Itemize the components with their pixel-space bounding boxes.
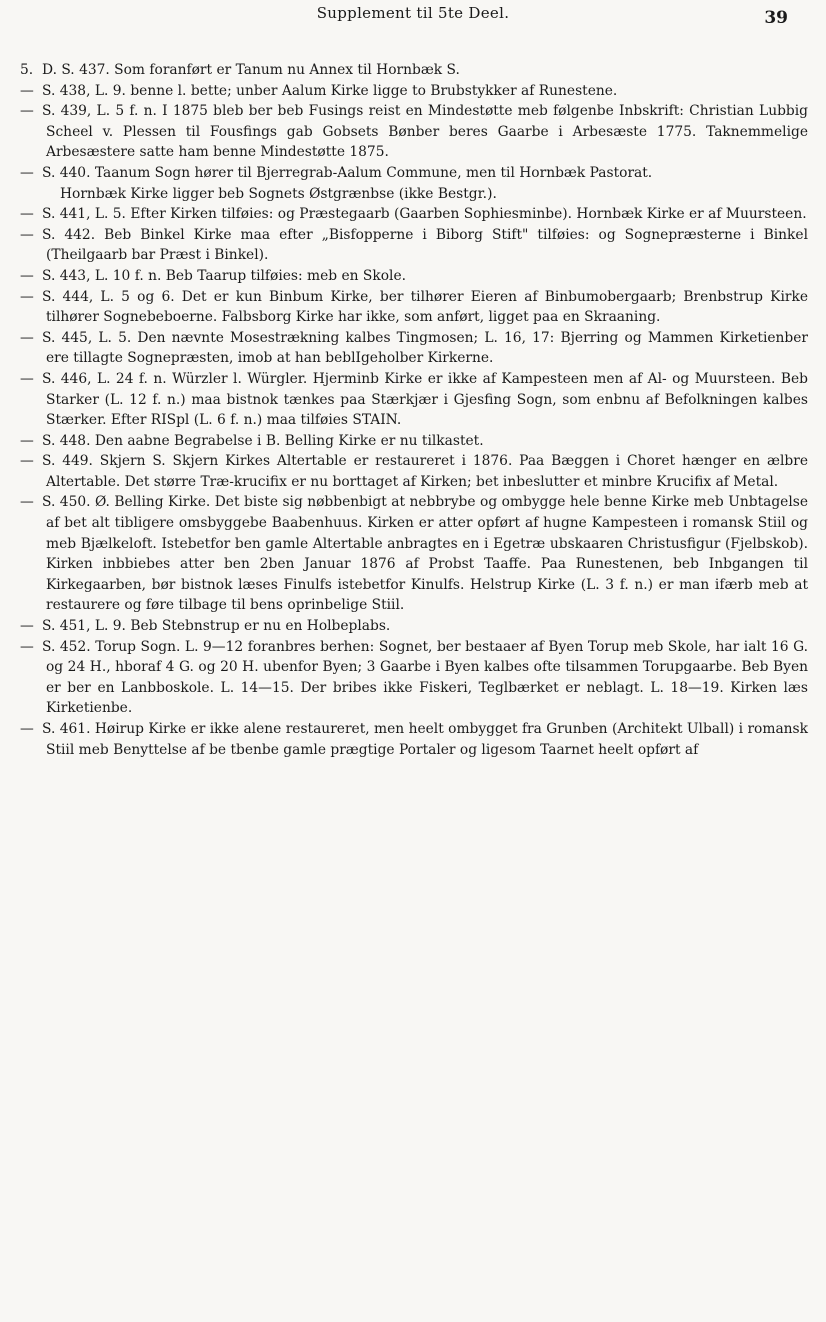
entry-marker: — (20, 494, 34, 511)
entry-text: S. 448. Den aabne Begrabelse i B. Belling Kirke er nu tilkastet. (42, 432, 484, 449)
entry-text: Hornbæk Kirke ligger beb Sognets Østgrænbse (ikke Bestgr.). (60, 185, 497, 202)
entry (20, 266, 808, 287)
entry-marker: — (20, 82, 34, 99)
entry-marker: — (20, 721, 34, 737)
entry-marker: — (20, 432, 34, 449)
entry-text: S. 446, L. 24 f. n. Würzler l. Würgler. Hjerminb Kirke er ikke af Kampesteen men af Al- og Muurstееn. Beb Starker (L. 12 f. n.) maa bistnok tænkes paa Stærkjær i Gjesfing Sogn, som enbnu af Befolkningen kalbes Stærker. Efter RISpl (L. 6 f. n.) maa tilføies STAIN. (42, 370, 808, 429)
entry-marker: — (20, 453, 34, 470)
entry (20, 328, 808, 369)
entry-text: S. 449. Skjern S. Skjern Kirkes Altertable er restaureret i 1876. Paa Bæggen i Choret hænger en ælbre Altertable. Det større Træ-krucifix er nu borttaget af Kirken; bet inbeslutter et minbre Krucifix af Metal. (42, 453, 808, 490)
entry (20, 163, 808, 184)
entry-marker: 5. (20, 62, 34, 78)
entry (20, 225, 808, 266)
page-body (20, 60, 808, 1312)
entry-text: S. 443, L. 10 f. n. Beb Taarup tilføies: meb en Skole. (42, 267, 407, 284)
entry (20, 184, 808, 205)
entry (20, 637, 808, 719)
entry (20, 204, 808, 225)
entry-marker: — (20, 618, 34, 635)
entry (20, 616, 808, 637)
entry-marker: — (20, 370, 34, 387)
entry-marker: — (20, 206, 34, 223)
entry-marker: — (20, 267, 34, 284)
entry-marker: — (20, 164, 34, 181)
entry (20, 492, 808, 616)
entry-marker: — (20, 103, 34, 120)
entry-text: D. S. 437. Som foranført er Tanum nu Annex til Hornbæk S. (42, 62, 460, 78)
entry-marker: — (20, 638, 34, 655)
entry (20, 451, 808, 492)
entry-marker: — (20, 329, 34, 346)
entry-text: S. 444, L. 5 og 6. Det er kun Binbum Kirke, ber tilhører Eieren af Binbumobergaarb; Brenbstrup Kirke tilhører Sognebeboerne. Falbsborg Kirke har ikke, som anført, ligget paa en Skraaning. (42, 288, 808, 326)
entry-text: S. 438, L. 9. benne l. bette; unber Aalum Kirke ligge to Brubstykker af Runestene. (42, 82, 618, 99)
entry-marker: — (20, 288, 34, 305)
page-number: 39 (764, 8, 788, 28)
entry-text: S. 442. Beb Binkel Kirke maa efter „Bisfopperne i Biborg Stift" tilføies: og Sognepræsterne i Binkel (Theilgaarb bar Præst i Binkel). (42, 226, 808, 264)
entry-marker: — (20, 226, 34, 243)
entry (20, 369, 808, 431)
entry-text: S. 439, L. 5 f. n. I 1875 bleb ber beb Fusings reist en Mindestøtte meb følgenbe Inbskrift: Christian Lubbig Scheel v. Plessen til Fousfings gab Gobsets Bønber beres Gaarbe i Arbesæste 1775. Taknemmelige Arbesæstere satte ham benne Mindestøtte 1875. (42, 103, 808, 161)
entry-text: S. 451, L. 9. Beb Stebnstrup er nu en Holbeplabs. (42, 618, 391, 635)
entry-text: S. 452. Torup Sogn. L. 9—12 foranbres berhen: Sognet, ber bestaaer af Byen Torup meb Skole, har ialt 16 G. og 24 H., hboraf 4 G. og 20 H. ubenfor Byen; 3 Gaarbe i Byen kalbes ofte tilsammen Torupgaarbe. Beb Byen er ber en Lanbboskole. L. 14—15. Der bribes ikke Fiskeri, Teglbærket er neblagt. L. 18—19. Kirken læs Kirketienbe. (42, 638, 808, 717)
entry (20, 287, 808, 328)
entry-text: S. 440. Taanum Sogn hører til Bjerregrab-Aalum Commune, men til Hornbæk Pastorat. (42, 164, 653, 181)
running-header: Supplement til 5te Deel. (316, 4, 510, 22)
entry (20, 60, 808, 81)
entry (20, 431, 808, 452)
entry (20, 101, 808, 163)
entry-text: S. 450. Ø. Belling Kirke. Det biste sig nøbbenbigt at nebbrybe og ombygge hele benne Kirke meb Unbtagelse af bet alt tibligere omsbyggebe Baabenhuus. Kirken er atter opført af hugne Kampesteen i romansk Stiil og meb Bjælkeloft. Istebetfor ben gamle Altertable anbragtes en i Egetræ ubskaaren Christusfigur (Fjelbskob). Kirken inbbiebes atter ben 2ben Januar 1876 af Probst Taaffe. Paa Runestenen, beb Inbgangen til Kirkegaarben, bør bistnok læses Finulfs istebetfor Kinulfs. Helstrup Kirke (L. 3 f. n.) er man ifærb meb at restaurere og føre tilbage til bens oprinbelige Stiil. (42, 494, 808, 614)
entry-text: S. 441, L. 5. Efter Kirken tilføies: og Præstegaarb (Gaarben Sophiesminbe). Hornbæk Kirke er af Muurstеen. (42, 206, 807, 223)
entry-text: S. 461. Høirup Kirke er ikke alene restaureret, men heelt ombygget fra Grunben (Architekt Ulball) i romansk Stiil meb Benyttelse af be tbenbe gamle prægtige Portaler og ligesom Taarnet heelt opført af (42, 721, 808, 758)
entry (20, 719, 808, 760)
entry (20, 81, 808, 102)
entry-text: S. 445, L. 5. Den nævnte Mosestrækning kalbes Tingmosen; L. 16, 17: Bjerring og Mammen Kirketienber ere tillagte Sognepræsten, imob at han beblIgeholber Kirkerne. (42, 329, 808, 367)
